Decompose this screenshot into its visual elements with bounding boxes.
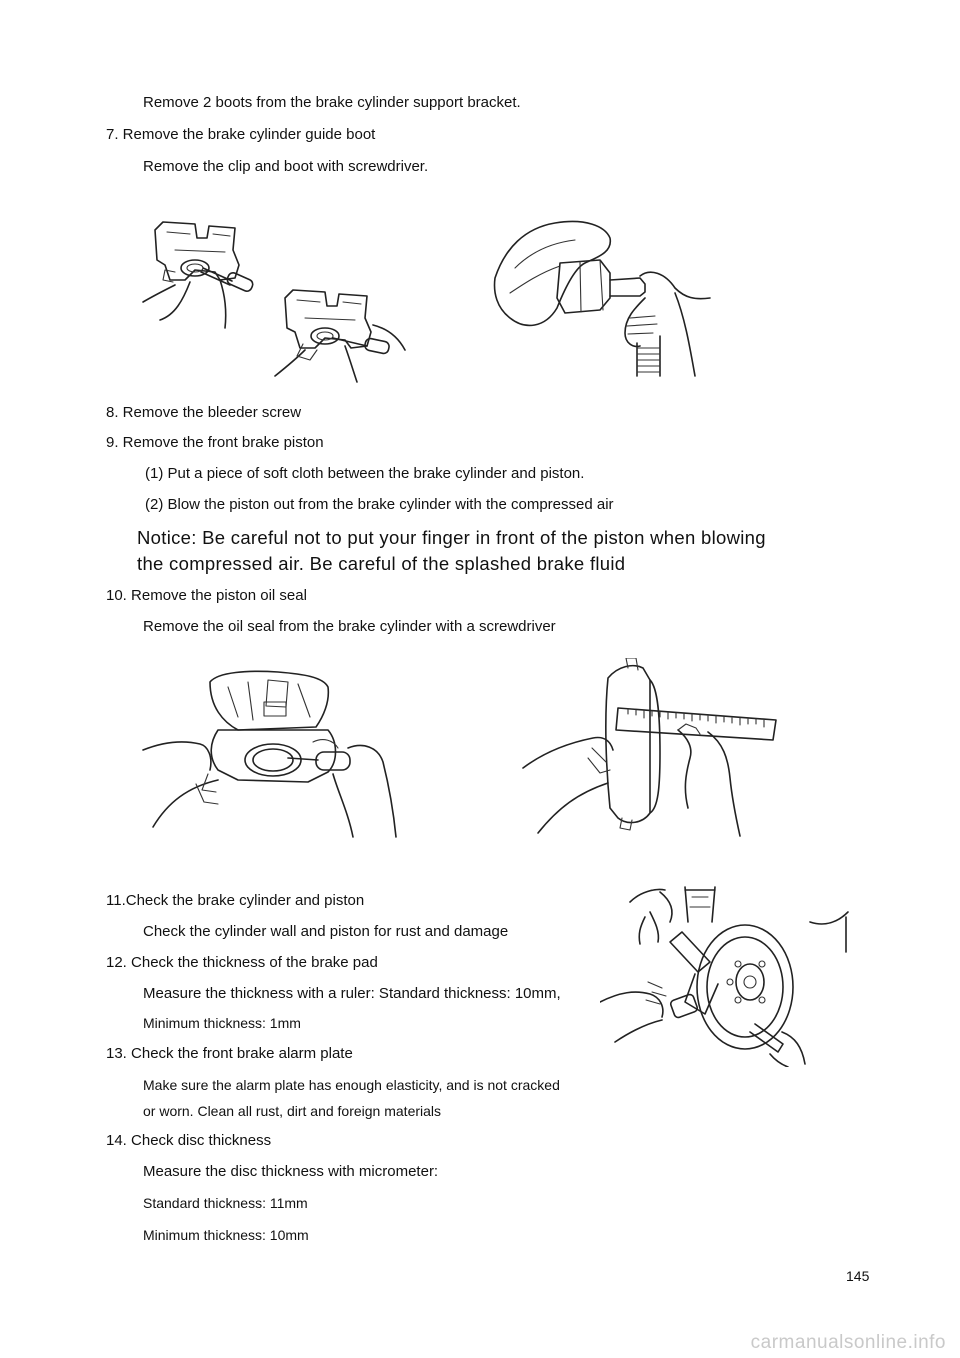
text-line: (1) Put a piece of soft cloth between the brake cylinder and piston. [145,465,585,482]
text-line: (2) Blow the piston out from the brake cylinder with the compressed air [145,496,614,513]
text-line: Minimum thickness: 10mm [143,1227,309,1243]
disc-micrometer-icon [600,882,850,1067]
text-line: Remove the clip and boot with screwdriver. [143,158,429,175]
text-line: Remove the oil seal from the brake cylinder with a screwdriver [143,618,556,635]
boot-removal-icon [135,210,415,385]
text-line: Make sure the alarm plate has enough elasticity, and is not cracked [143,1077,560,1093]
step-heading: 9. Remove the front brake piston [106,434,324,451]
oil-seal-removal-icon [138,662,408,842]
notice-text: Notice: Be careful not to put your finger in front of the piston when blowing [137,527,766,548]
step-heading: 12. Check the thickness of the brake pad [106,954,378,971]
text-line: Measure the disc thickness with micrometer: [143,1163,439,1180]
text-line: Minimum thickness: 1mm [143,1015,301,1031]
step-heading: 8. Remove the bleeder screw [106,404,302,421]
step-heading: 7. Remove the brake cylinder guide boot [106,126,376,143]
text-line: Measure the thickness with a ruler: Standard thickness: 10mm, [143,985,561,1002]
text-line: Remove 2 boots from the brake cylinder support bracket. [143,94,521,111]
pad-ruler-icon [518,658,783,838]
step-heading: 14. Check disc thickness [106,1132,272,1149]
text-line: Check the cylinder wall and piston for rust and damage [143,923,509,940]
step-heading: 10. Remove the piston oil seal [106,587,307,604]
watermark: carmanualsonline.info [750,1332,946,1353]
page-number: 145 [846,1268,870,1284]
text-line: Standard thickness: 11mm [143,1195,308,1211]
step-heading: 11.Check the brake cylinder and piston [106,892,365,909]
piston-blow-icon [485,218,725,378]
notice-text: the compressed air. Be careful of the splashed brake fluid [137,553,626,574]
step-heading: 13. Check the front brake alarm plate [106,1045,353,1062]
text-line: or worn. Clean all rust, dirt and foreign materials [143,1103,442,1119]
